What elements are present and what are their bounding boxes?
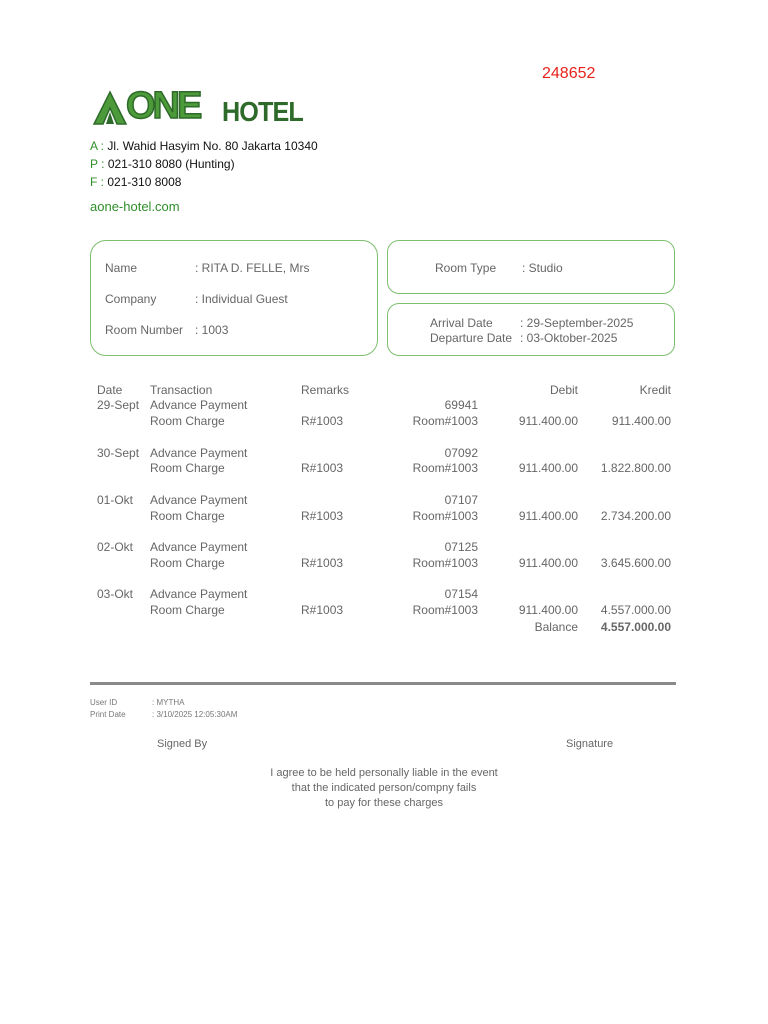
agreement-line: to pay for these charges <box>324 797 443 809</box>
row-transaction: Room Charge <box>150 509 225 523</box>
row-reference: 07154 <box>444 587 478 601</box>
logo-one-text: ONE <box>126 85 200 127</box>
logo-a-mark-icon <box>92 90 128 126</box>
row-room: Room#1003 <box>412 461 478 475</box>
row-reference: 07107 <box>444 493 478 507</box>
row-kredit: 2.734.200.00 <box>600 509 671 523</box>
row-transaction: Room Charge <box>150 461 225 475</box>
arrival-date-label: Arrival Date <box>430 316 493 330</box>
contact-sep: : <box>97 139 108 153</box>
row-transaction: Advance Payment <box>150 540 248 554</box>
print-date-value: : 3/10/2025 12:05:30AM <box>152 710 238 719</box>
website-link[interactable]: aone-hotel.com <box>90 199 180 214</box>
guest-name-value: : RITA D. FELLE, Mrs <box>195 261 310 275</box>
row-kredit: 4.557.000.00 <box>600 603 671 617</box>
row-remarks: R#1003 <box>301 461 344 475</box>
row-remarks: R#1003 <box>301 556 344 570</box>
hotel-logo <box>92 85 312 130</box>
row-room: Room#1003 <box>412 556 478 570</box>
room-number-label: Room Number <box>105 323 184 337</box>
contact-phone <box>90 157 235 171</box>
row-kredit: 3.645.600.00 <box>600 556 671 570</box>
row-transaction: Room Charge <box>150 414 225 428</box>
signature-label: Signature <box>566 738 614 750</box>
row-transaction: Room Charge <box>150 603 225 617</box>
liability-agreement <box>234 766 534 811</box>
row-kredit: 911.400.00 <box>611 414 671 428</box>
user-id-value: : MYTHA <box>152 698 185 707</box>
row-date: 02-Okt <box>97 540 134 554</box>
row-room: Room#1003 <box>412 414 478 428</box>
row-date: 30-Sept <box>97 446 140 460</box>
row-reference: 07092 <box>444 446 478 460</box>
row-date: 01-Okt <box>97 493 134 507</box>
row-date: 29-Sept <box>97 398 140 412</box>
row-date: 03-Okt <box>97 587 134 601</box>
balance-label: Balance <box>534 620 578 634</box>
arrival-date-value: : 29-September-2025 <box>520 316 634 330</box>
row-reference: 07125 <box>444 540 478 554</box>
row-remarks: R#1003 <box>301 414 344 428</box>
agreement-line: I agree to be held personally liable in the event <box>270 767 498 779</box>
header-kredit: Kredit <box>639 383 671 397</box>
row-debit: 911.400.00 <box>518 414 578 428</box>
departure-date-label: Departure Date <box>430 331 513 345</box>
company-label: Company <box>105 292 157 306</box>
row-debit: 911.400.00 <box>518 509 578 523</box>
contact-value: 021-310 8008 <box>107 175 182 189</box>
footer-divider <box>90 682 676 685</box>
contact-address <box>90 139 318 153</box>
signed-by-label: Signed By <box>157 738 208 750</box>
logo-hotel-text: HOTEL <box>222 96 303 127</box>
room-type-value: : Studio <box>522 261 563 275</box>
contact-fax <box>90 175 181 189</box>
row-transaction: Advance Payment <box>150 587 248 601</box>
contact-key: F <box>90 175 98 189</box>
row-transaction: Advance Payment <box>150 398 248 412</box>
balance-value: 4.557.000.00 <box>600 620 671 634</box>
contact-value: 021-310 8080 (Hunting) <box>107 157 235 171</box>
user-id-label: User ID <box>90 698 118 707</box>
row-remarks: R#1003 <box>301 509 344 523</box>
print-date-label: Print Date <box>90 710 126 719</box>
invoice-number: 248652 <box>542 65 596 82</box>
room-number-value: : 1003 <box>195 323 229 337</box>
row-reference: 69941 <box>444 398 478 412</box>
header-debit: Debit <box>549 383 578 397</box>
contact-key: A <box>90 139 98 153</box>
row-room: Room#1003 <box>412 509 478 523</box>
row-room: Room#1003 <box>412 603 478 617</box>
row-transaction: Room Charge <box>150 556 225 570</box>
row-debit: 911.400.00 <box>518 461 578 475</box>
header-transaction: Transaction <box>150 383 213 397</box>
guest-name-label: Name <box>105 261 138 275</box>
company-value: : Individual Guest <box>195 292 288 306</box>
row-debit: 911.400.00 <box>518 603 578 617</box>
header-remarks: Remarks <box>301 383 350 397</box>
room-type-label: Room Type <box>435 261 497 275</box>
row-remarks: R#1003 <box>301 603 344 617</box>
row-debit: 911.400.00 <box>518 556 578 570</box>
header-date: Date <box>97 383 123 397</box>
departure-date-value: : 03-Oktober-2025 <box>520 331 618 345</box>
contact-sep: : <box>97 157 108 171</box>
agreement-line: that the indicated person/compny fails <box>291 782 477 794</box>
row-transaction: Advance Payment <box>150 493 248 507</box>
contact-value: Jl. Wahid Hasyim No. 80 Jakarta 10340 <box>107 139 318 153</box>
contact-key: P <box>90 157 98 171</box>
row-kredit: 1.822.800.00 <box>600 461 671 475</box>
row-transaction: Advance Payment <box>150 446 248 460</box>
contact-sep: : <box>97 175 108 189</box>
